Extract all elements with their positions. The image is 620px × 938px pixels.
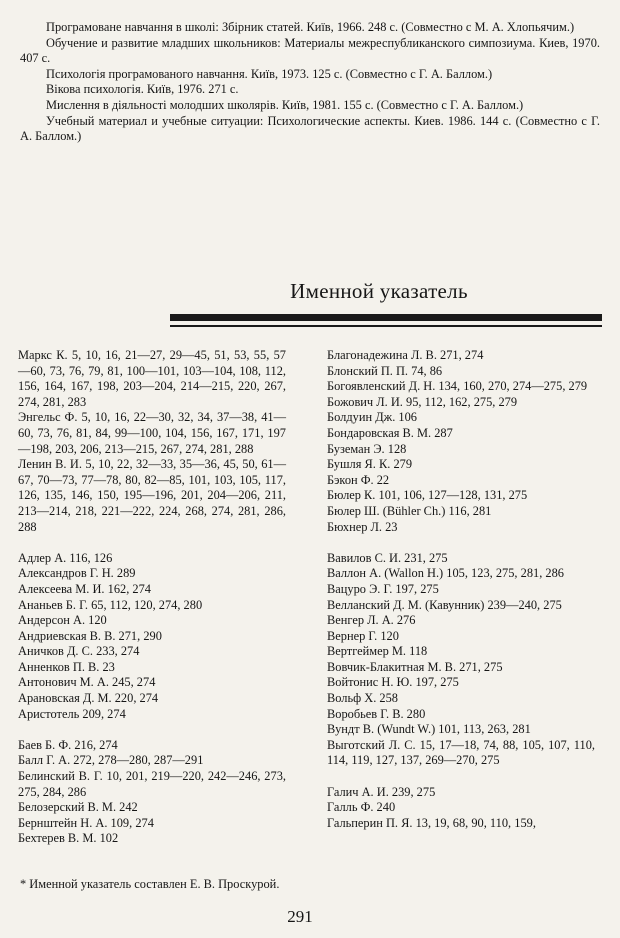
index-entry: Анненков П. В. 23 [18, 659, 115, 674]
index-entry: Буземан Э. 128 [327, 441, 407, 456]
index-entry: Вундт В. (Wundt W.) 101, 113, 263, 281 [327, 722, 531, 737]
index-entry: Бюхнер Л. 23 [327, 519, 398, 534]
index-entry: Аристотель 209, 274 [18, 706, 126, 721]
index-entry: Велланский Д. М. (Кавунник) 239—240, 275 [327, 597, 562, 612]
index-entry: Маркс К. 5, 10, 16, 21—27, 29—45, 51, 53, 55, 57—60, 73, 76, 79, 81, 100—101, 103—104, 108, 112, 156, 164, 167, 198, 203—204, 214—215, 220, 267, 274, 281, 283 [18, 348, 286, 409]
heading-rule-thick [170, 314, 602, 321]
heading-rule-thin [170, 325, 602, 327]
index-entry: Белинский В. Г. 10, 201, 219—220, 242—246, 273, 275, 284, 286 [18, 769, 286, 799]
index-gap [18, 535, 286, 551]
bibliography-entry: Мислення в діяльності молодших школярів. Київ, 1981. 155 с. (Совместно с Г. А. Баллом.) [46, 97, 524, 112]
index-entry: Ленин В. И. 5, 10, 22, 32—33, 35—36, 45, 50, 61—67, 70—73, 77—78, 80, 82—85, 101, 103, 105, 117, 126, 135, 146, 150, 195—196, 201, 204—206, 211, 213—214, 218, 221—222, 224, 268, 274, 281, 286, 288 [18, 457, 286, 534]
index-entry: Андерсон А. 120 [18, 613, 107, 628]
index-entry: Балл Г. А. 272, 278—280, 287—291 [18, 753, 204, 768]
bibliography-entry: Учебный материал и учебные ситуации: Психологические аспекты. Киев. 1986. 144 с. (Совместно с Г. А. Баллом.) [20, 113, 600, 144]
index-entry: Вернер Г. 120 [327, 628, 399, 643]
bibliography-entry: Програмоване навчання в школі: Збірник статей. Київ, 1966. 248 с. (Совместно с М. А. Хлопьячим.) [46, 20, 575, 34]
index-entry: Валлон А. (Wallon H.) 105, 123, 275, 281, 286 [327, 566, 564, 581]
index-entry: Антонович М. А. 245, 274 [18, 675, 156, 690]
footnote: * Именной указатель составлен Е. В. Проскурой. [20, 877, 280, 891]
index-entry: Александров Г. Н. 289 [18, 566, 136, 581]
page-number: 291 [287, 907, 313, 926]
index-entry: Богоявленский Д. Н. 134, 160, 270, 274—275, 279 [327, 379, 588, 394]
index-entry: Бернштейн Н. А. 109, 274 [18, 815, 154, 830]
index-entry: Бондаровская В. М. 287 [327, 425, 453, 440]
index-entry: Ананьев Б. Г. 65, 112, 120, 274, 280 [18, 597, 203, 612]
index-gap [327, 769, 595, 785]
index-entry: Воробьев Г. В. 280 [327, 706, 426, 721]
index-entry: Благонадежина Л. В. 271, 274 [327, 348, 484, 362]
index-entry: Бюлер Ш. (Bühler Ch.) 116, 281 [327, 503, 492, 518]
index-gap [18, 722, 286, 738]
index-entry: Выготский Л. С. 15, 17—18, 74, 88, 105, 107, 110, 114, 119, 127, 137, 269—270, 275 [327, 737, 595, 768]
index-column-right [327, 348, 595, 831]
index-entry: Арановская Д. М. 220, 274 [18, 691, 159, 706]
index-entry: Венгер Л. А. 276 [327, 613, 416, 628]
index-entry: Галич А. И. 239, 275 [327, 784, 436, 799]
index-entry: Адлер А. 116, 126 [18, 550, 113, 565]
bibliography-entry: Психологія програмованого навчання. Київ, 1973. 125 с. (Совместно с Г. А. Баллом.) [46, 66, 493, 81]
index-heading: Именной указатель [290, 279, 468, 303]
bibliography-entry: Вікова психологія. Київ, 1976. 271 с. [46, 82, 239, 97]
index-entry: Энгельс Ф. 5, 10, 16, 22—30, 32, 34, 37—38, 41—60, 73, 76, 81, 84, 99—100, 104, 156, 167, 171, 197—198, 203, 206, 213—215, 267, 274, 281, 288 [18, 410, 286, 456]
index-entry: Божович Л. И. 95, 112, 162, 275, 279 [327, 394, 518, 409]
index-entry: Болдуин Дж. 106 [327, 410, 417, 425]
bibliography-entry: Обучение и развитие младших школьников: Материалы межреспубликанского симпозиума. Киев, 1970. 407 с. [20, 35, 600, 66]
index-entry: Бехтерев В. М. 102 [18, 831, 119, 846]
index-entry: Галль Ф. 240 [327, 800, 396, 815]
index-entry: Алексеева М. И. 162, 274 [18, 581, 151, 596]
index-entry: Аничков Д. С. 233, 274 [18, 644, 140, 659]
index-entry: Вацуро Э. Г. 197, 275 [327, 581, 439, 596]
index-entry: Вовчик-Блакитная М. В. 271, 275 [327, 659, 503, 674]
index-entry: Бушля Я. К. 279 [327, 457, 413, 472]
index-column-left [18, 348, 286, 847]
index-entry: Баев Б. Ф. 216, 274 [18, 737, 118, 752]
index-entry: Вольф Х. 258 [327, 691, 398, 706]
index-entry: Вертгеймер М. 118 [327, 644, 428, 659]
index-entry: Войтонис Н. Ю. 197, 275 [327, 675, 459, 690]
index-entry: Белозерский В. М. 242 [18, 800, 138, 815]
index-entry: Гальперин П. Я. 13, 19, 68, 90, 110, 159, [327, 815, 536, 830]
index-entry: Андриевская В. В. 271, 290 [18, 628, 162, 643]
index-entry: Блонский П. П. 74, 86 [327, 363, 443, 378]
index-entry: Бэкон Ф. 22 [327, 472, 390, 487]
index-entry: Бюлер К. 101, 106, 127—128, 131, 275 [327, 488, 528, 503]
bibliography-list [20, 20, 600, 145]
index-gap [327, 535, 595, 551]
index-entry: Вавилов С. И. 231, 275 [327, 550, 448, 565]
